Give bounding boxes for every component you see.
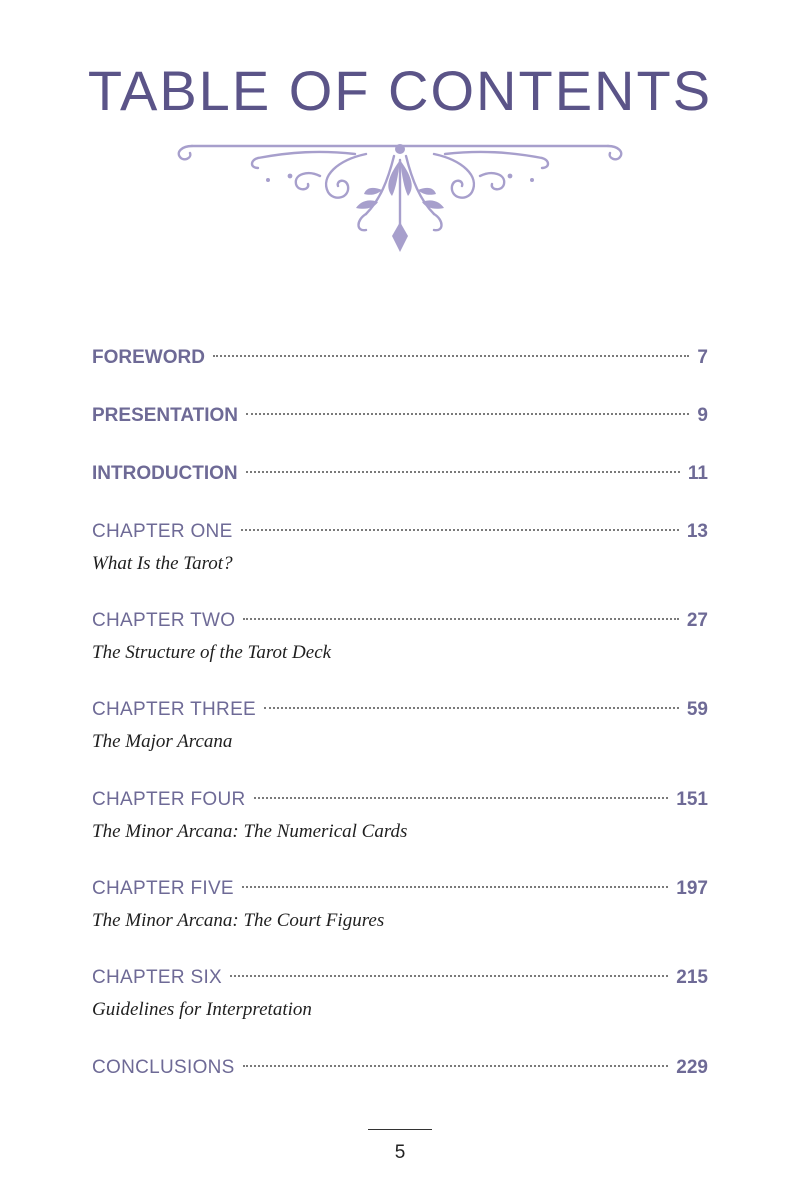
toc-entry-introduction[interactable]: [92, 458, 708, 490]
dot-leader: [254, 797, 669, 799]
dot-leader: [246, 471, 680, 473]
dot-leader: [241, 529, 679, 531]
toc-entry-page: 13: [686, 521, 708, 542]
toc-entry-label: FOREWORD: [92, 347, 205, 368]
toc-entry-conclusions[interactable]: [92, 1052, 708, 1084]
toc-entry-page: 151: [676, 789, 708, 810]
toc-entry-foreword[interactable]: [92, 342, 708, 374]
toc-entry-label: CHAPTER THREE: [92, 699, 257, 720]
toc-entry-page: 197: [676, 878, 708, 899]
toc-entry-label: PRESENTATION: [92, 405, 239, 426]
dot-leader: [246, 413, 689, 415]
toc-entry-chapter-five[interactable]: [92, 873, 708, 935]
toc-entry-page: 9: [697, 405, 708, 426]
toc-entry-label: CHAPTER FOUR: [92, 789, 246, 810]
toc-entry-subtitle: The Minor Arcana: The Court Figures: [92, 910, 385, 931]
toc-entry-subtitle: The Structure of the Tarot Deck: [92, 642, 332, 663]
toc-entry-page: 27: [686, 610, 708, 631]
toc-entry-chapter-three[interactable]: [92, 694, 708, 756]
toc-entry-page: 59: [686, 699, 708, 720]
page-title: TABLE OF CONTENTS: [87, 59, 713, 122]
toc-entry-presentation[interactable]: [92, 400, 708, 432]
toc-entry-subtitle: What Is the Tarot?: [92, 553, 233, 574]
footer-divider: [368, 1129, 432, 1130]
toc-entry-label: CHAPTER ONE: [92, 521, 233, 542]
dot-leader: [243, 1065, 669, 1067]
toc-entry-page: 7: [697, 347, 708, 368]
toc-entry-subtitle: Guidelines for Interpretation: [92, 999, 312, 1020]
toc-entry-page: 11: [687, 463, 708, 484]
filigree-ornament-icon: [170, 140, 630, 260]
toc-entry-subtitle: The Minor Arcana: The Numerical Cards: [92, 821, 408, 842]
toc-entry-subtitle: The Major Arcana: [92, 731, 233, 752]
dot-leader: [264, 707, 679, 709]
page-number: 5: [394, 1142, 406, 1163]
toc-entry-label: CHAPTER SIX: [92, 967, 222, 988]
dot-leader: [213, 355, 689, 357]
toc-entry-chapter-two[interactable]: [92, 605, 708, 667]
toc-entry-label: CHAPTER FIVE: [92, 878, 234, 899]
dot-leader: [230, 975, 668, 977]
toc-entry-chapter-four[interactable]: [92, 784, 708, 846]
dot-leader: [242, 886, 668, 888]
toc-entry-page: 229: [676, 1057, 708, 1078]
toc-entry-label: CHAPTER TWO: [92, 610, 236, 631]
toc-entry-chapter-one[interactable]: [92, 516, 708, 578]
toc-entry-label: CONCLUSIONS: [92, 1057, 235, 1078]
toc-entry-page: 215: [676, 967, 708, 988]
dot-leader: [243, 618, 679, 620]
toc-entry-chapter-six[interactable]: [92, 962, 708, 1024]
toc-entry-label: INTRODUCTION: [92, 463, 238, 484]
